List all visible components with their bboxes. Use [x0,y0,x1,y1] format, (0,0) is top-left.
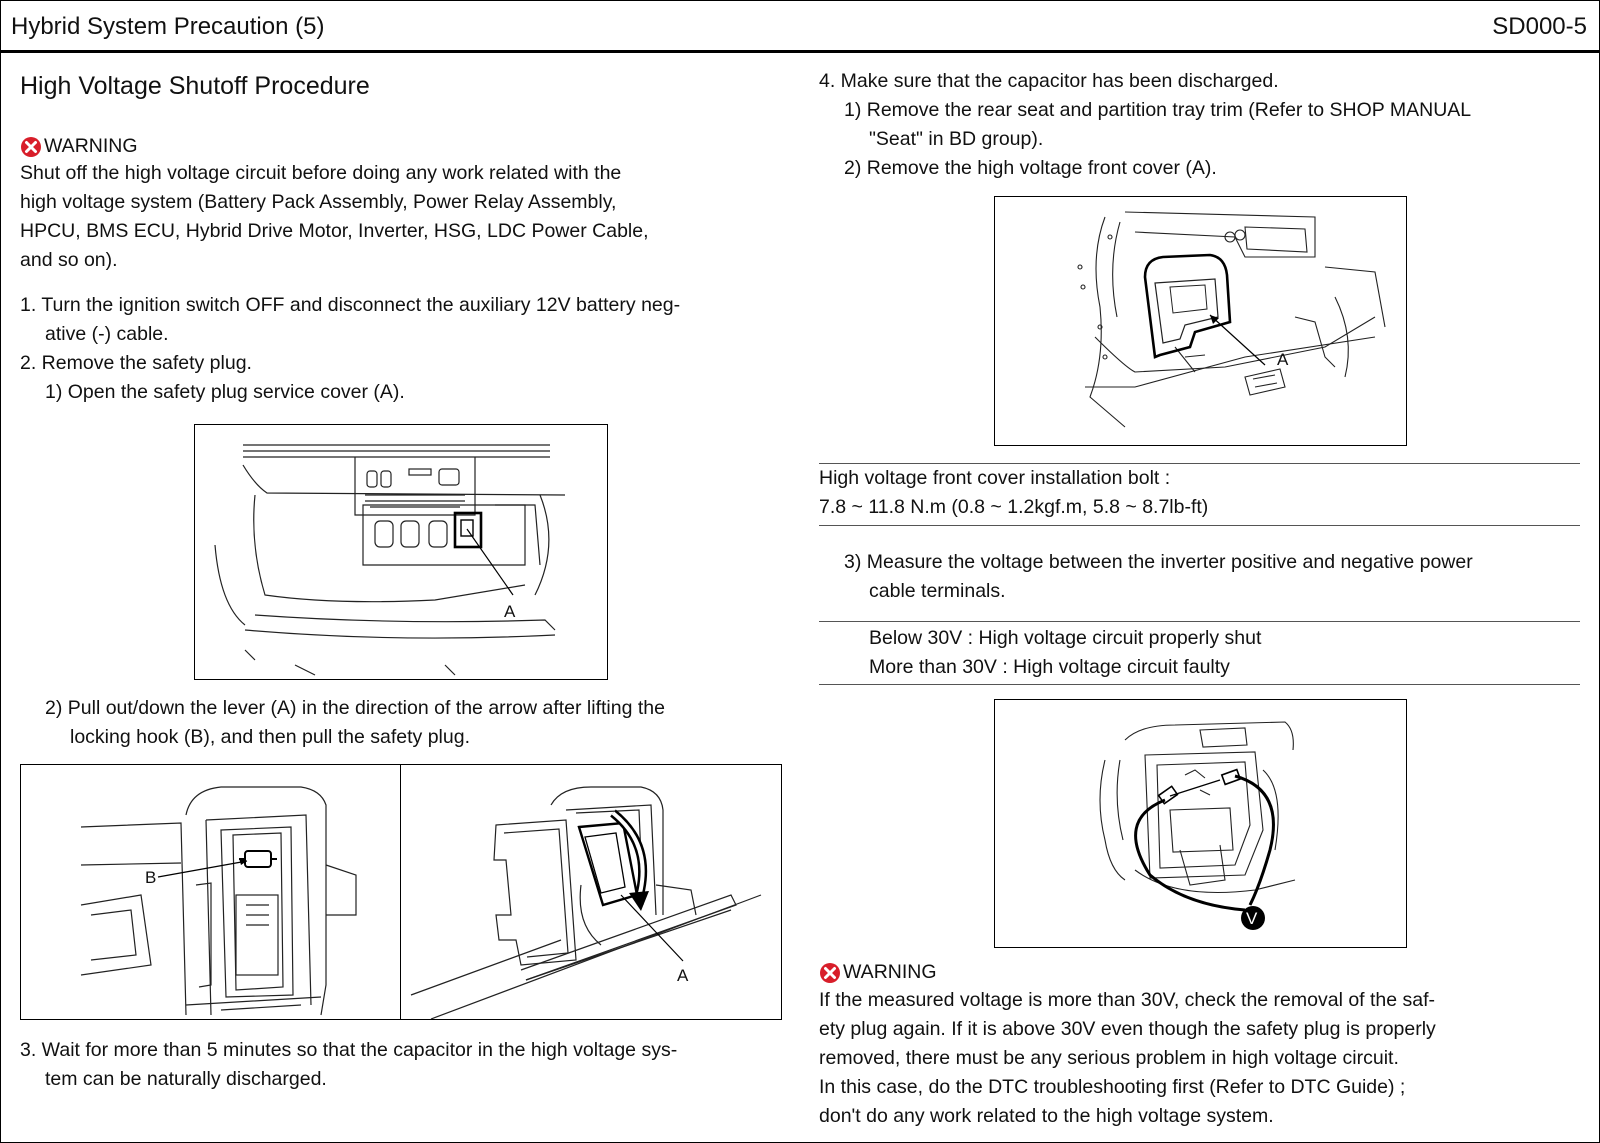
figure-voltage-measure [994,699,1407,948]
page-header [1,1,1599,53]
step-2-2-line1: 2) Pull out/down the lever (A) in the direction of the arrow after lifting the [45,697,665,719]
step-4-1-line2: "Seat" in BD group). [869,128,1044,150]
page-title: Hybrid System Precaution (5) [11,13,325,40]
torque-line2: 7.8 ~ 11.8 N.m (0.8 ~ 1.2kgf.m, 5.8 ~ 8.7lb-ft) [819,496,1209,518]
warning-2-line: ety plug again. If it is above 30V even though the safety plug is properly [819,1018,1436,1040]
warning-2-label: WARNING [843,961,937,983]
figure-4-label-a: A [1277,350,1289,369]
step-4: 4. Make sure that the capacitor has been discharged. [819,70,1279,92]
step-4-3-line1: 3) Measure the voltage between the inverter positive and negative power [844,551,1473,573]
warning-1-line: Shut off the high voltage circuit before doing any work related with the [20,162,622,184]
warning-1 [20,132,138,161]
front-cover-illustration [995,197,1406,445]
torque-line1: High voltage front cover installation bolt : [819,467,1171,489]
warning-2-line: In this case, do the DTC troubleshooting first (Refer to DTC Guide) ; [819,1076,1406,1098]
warning-1-label: WARNING [44,135,138,157]
table-rule [819,684,1580,685]
page-code: SD000-5 [1492,13,1587,40]
warning-2-line: don't do any work related to the high voltage system. [819,1105,1274,1127]
section-heading: High Voltage Shutoff Procedure [20,72,370,100]
figure-lever-pull [400,764,782,1020]
lever-pull-illustration [401,765,781,1019]
warning-icon [20,136,42,158]
warning-2-line: removed, there must be any serious problem in high voltage circuit. [819,1047,1399,1069]
step-3-line2: tem can be naturally discharged. [45,1068,327,1090]
figure-1-label-a: A [504,602,516,621]
step-4-1-line1: 1) Remove the rear seat and partition tray trim (Refer to SHOP MANUAL [844,99,1472,121]
service-cover-illustration [195,425,607,679]
spec-line2: More than 30V : High voltage circuit faulty [869,656,1230,678]
warning-1-line: high voltage system (Battery Pack Assembly, Power Relay Assembly, [20,191,617,213]
step-2-2-line2: locking hook (B), and then pull the safety plug. [70,726,470,748]
figure-front-cover [994,196,1407,446]
spec-line1: Below 30V : High voltage circuit properly shut [869,627,1262,649]
figure-3-label-a: A [677,966,689,985]
warning-2 [819,958,937,987]
warning-1-line: HPCU, BMS ECU, Hybrid Drive Motor, Inverter, HSG, LDC Power Cable, [20,220,649,242]
step-1-line1: 1. Turn the ignition switch OFF and disconnect the auxiliary 12V battery neg- [20,294,681,316]
table-rule [819,525,1580,526]
warning-2-line: If the measured voltage is more than 30V, check the removal of the saf- [819,989,1436,1011]
step-4-2: 2) Remove the high voltage front cover (A). [844,157,1217,179]
voltage-measure-illustration [995,700,1406,947]
figure-2-label-b: B [145,868,157,887]
step-2: 2. Remove the safety plug. [20,352,252,374]
figure-locking-hook [20,764,402,1020]
figure-service-cover [194,424,608,680]
step-3-line1: 3. Wait for more than 5 minutes so that the capacitor in the high voltage sys- [20,1039,678,1061]
locking-hook-illustration [21,765,401,1019]
figure-5-label-v: V [1246,909,1258,928]
step-4-3-line2: cable terminals. [869,580,1006,602]
table-rule [819,621,1580,622]
warning-icon [819,962,841,984]
step-1-line2: ative (-) cable. [45,323,169,345]
warning-1-line: and so on). [20,249,118,271]
step-2-1: 1) Open the safety plug service cover (A). [45,381,405,403]
